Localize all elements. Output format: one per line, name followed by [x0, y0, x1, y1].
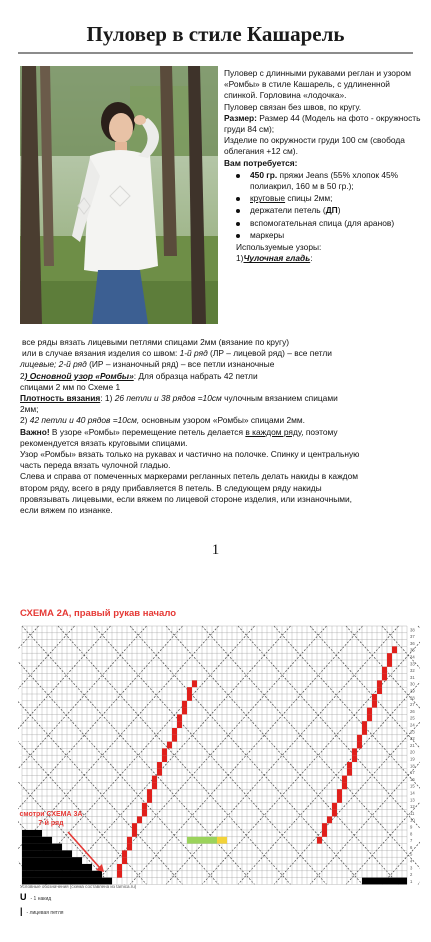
materials-item-yarn [224, 170, 424, 192]
row-number: 30 [410, 681, 415, 687]
row-number: 35 [410, 647, 415, 653]
raglan-cell-right [372, 694, 377, 701]
staircase-block [22, 850, 72, 857]
raglan-cell-right [317, 837, 322, 844]
row-number: 2 [410, 872, 413, 878]
row-number: 12 [410, 804, 415, 810]
raglan-cell-right [377, 687, 382, 694]
raglan-cell-right [322, 823, 327, 830]
body-line-11: Узор «Ромбы» вязать только на рукавах и частично на полочке. Спинку и центральную [20, 449, 360, 460]
row-number: 3 [410, 865, 413, 871]
row-number: 1 [410, 878, 413, 884]
body-line-2b: 1-й ряд [179, 348, 208, 359]
raglan-cell-right [367, 714, 372, 721]
title-divider [18, 52, 413, 54]
raglan-cell-left [132, 823, 137, 830]
motif-line [418, 626, 420, 884]
row-number: 11 [410, 810, 415, 816]
row-number: 32 [410, 668, 415, 674]
row-number: 23 [410, 729, 415, 735]
raglan-cell-right [382, 667, 387, 674]
row-number: 14 [410, 790, 415, 796]
raglan-cell-left [162, 748, 167, 755]
body-line-9b: В узоре «Ромбы» перемещение петель делается [49, 426, 246, 437]
raglan-cell-right [357, 742, 362, 749]
staircase-block [22, 837, 52, 844]
marker-cell [212, 837, 217, 844]
raglan-cell-right [337, 789, 342, 796]
staircase-block [22, 871, 102, 878]
pattern-stockinette-label: Чулочная гладь [243, 253, 311, 264]
page-title: Пуловер в стиле Кашарель [86, 22, 345, 46]
body-line-6d: чулочным вязанием спицами [221, 393, 338, 404]
materials-item-needles [224, 193, 424, 204]
body-line-9c: в каждом ряду [245, 426, 302, 437]
legend-item-yarn-over [20, 892, 51, 902]
raglan-cell-left [127, 837, 132, 844]
pattern-rhombus-label: ) Основной узор «Ромбы» [24, 370, 134, 381]
raglan-cell-right [377, 680, 382, 687]
row-number: 18 [410, 763, 415, 769]
raglan-cell-left [172, 735, 177, 742]
staircase-block-right [362, 878, 407, 885]
marker-cell [187, 837, 192, 844]
raglan-cell-right [372, 701, 377, 708]
raglan-cell-left [132, 830, 137, 837]
raglan-cell-left [142, 803, 147, 810]
body-line-7: 2мм; [20, 404, 39, 415]
marker-cell [222, 837, 227, 844]
marker-cell [197, 837, 202, 844]
marker-cell [202, 837, 207, 844]
row-number: 15 [410, 783, 415, 789]
raglan-cell-left [122, 857, 127, 864]
body-line-2a: или в случае вязания изделия со швом: [22, 348, 180, 359]
raglan-cell-right [347, 762, 352, 769]
row-number: 20 [410, 749, 415, 755]
raglan-cell-right [352, 755, 357, 762]
row-number: 36 [410, 640, 415, 646]
needles-type: круговые [250, 193, 286, 204]
row-number: 5 [410, 851, 413, 857]
raglan-cell-left [117, 864, 122, 871]
legend-item-knit [20, 906, 64, 916]
pattern-stockinette-colon: : [310, 253, 313, 264]
row-number: 22 [410, 736, 415, 742]
raglan-cell-right [327, 816, 332, 823]
row-number: 6 [410, 844, 413, 850]
needles-text: спицы 2мм; [285, 193, 333, 204]
materials-heading: Вам потребуется: [224, 157, 298, 168]
materials-item-aux-needle: вспомогательная спица (для аранов) [224, 218, 424, 229]
model-photo-illustration [20, 66, 218, 324]
materials-item-markers: маркеры [224, 230, 424, 241]
body-line-8c: основным узором «Ромбы» спицами 2мм. [139, 415, 305, 426]
patterns-heading: Используемые узоры: [236, 242, 322, 253]
legend-knit-symbol: | [20, 906, 23, 916]
pattern-stockinette-heading [224, 253, 424, 264]
row-number: 31 [410, 674, 415, 680]
raglan-cell-right [387, 660, 392, 667]
materials-item-holders [224, 205, 424, 216]
marker-cell [217, 837, 222, 844]
row-number: 29 [410, 688, 415, 694]
row-number: 13 [410, 797, 415, 803]
row-number: 4 [410, 858, 413, 864]
raglan-cell-right [332, 810, 337, 817]
body-line-14: втором ряду, всего в ряду прибавляется 8 петель. В следующем ряду накиды [20, 482, 322, 493]
chart-reference-label [18, 810, 84, 828]
raglan-cell-left [127, 844, 132, 851]
body-line-3a: лицевые; 2-й ряд [20, 359, 87, 370]
body-line-15: провязывать лицевыми, если вяжем по лицевой стороне изделия, или изнаночными, [20, 493, 352, 504]
pattern-stockinette-num: 1) [236, 253, 244, 264]
body-line-4c: : Для образца набрать 42 петли [133, 370, 258, 381]
body-line-4a: 2 [20, 370, 25, 381]
raglan-cell-right [367, 708, 372, 715]
body-line-4 [20, 371, 420, 382]
gauge-stockinette: 26 петли и 38 рядов =10см [114, 393, 222, 404]
row-number: 8 [410, 831, 413, 837]
staircase-block [22, 844, 62, 851]
row-number: 21 [410, 742, 415, 748]
knitting-chart [18, 608, 420, 938]
raglan-cell-right [352, 748, 357, 755]
row-number: 24 [410, 722, 415, 728]
staircase-block [22, 864, 92, 871]
materials-list [224, 170, 424, 241]
raglan-cell-left [152, 782, 157, 789]
raglan-cell-left [187, 687, 192, 694]
yarn-amount: 450 гр. [250, 169, 278, 180]
raglan-cell-left [157, 769, 162, 776]
row-number: 9 [410, 824, 413, 830]
important-label: Важно! [20, 426, 50, 437]
intro-circumference: Изделие по окружности груди 100 см (свобода облегания +12 см). [224, 135, 405, 157]
body-line-8 [20, 415, 420, 426]
title-row [0, 14, 431, 54]
body-line-1: все ряды вязать лицевыми петлями спицами 2мм (вязание по кругу) [22, 337, 290, 347]
row-number: 28 [410, 695, 415, 701]
row-number: 7 [410, 838, 413, 844]
holders-end: ) [337, 205, 341, 216]
chart-title: СХЕМА 2А, правый рукав начало [20, 608, 177, 619]
legend-caption: Условные обозначения (схема составлена из tamica.ru) [20, 884, 137, 889]
body-line-3 [20, 359, 420, 370]
raglan-cell-left [172, 728, 177, 735]
page-number: 1 [211, 542, 220, 558]
intro-column [224, 68, 424, 264]
raglan-cell-right [357, 735, 362, 742]
raglan-cell-left [182, 701, 187, 708]
intro-construction: Пуловер связан без швов, по кругу. [224, 101, 362, 112]
body-line-6b: : 1) [100, 393, 115, 404]
raglan-cell-right [347, 769, 352, 776]
row-number: 17 [410, 770, 415, 776]
row-number: 26 [410, 708, 415, 714]
raglan-cell-left [167, 742, 172, 749]
body-line-9d: , поэтому [301, 426, 338, 437]
raglan-cell-right [332, 803, 337, 810]
raglan-cell-left [182, 708, 187, 715]
row-number: 38 [410, 627, 415, 633]
raglan-cell-left [147, 789, 152, 796]
body-line-5: спицами 2 мм по Схеме 1 [20, 381, 121, 392]
row-number: 37 [410, 634, 415, 640]
raglan-cell-left [142, 810, 147, 817]
raglan-cell-left [157, 762, 162, 769]
raglan-cell-left [117, 871, 122, 878]
intro-description: Пуловер с длинными рукавами реглан и узором «Ромбы» в стиле Кашарель, с удлиненной спинкой. Горловина «лодочка». [224, 68, 412, 101]
gauge-label: Плотность вязания [20, 393, 101, 404]
yarn-text: пряжи Jeans (55% хлопок 45% полиакрил, 160 м в 50 гр.); [250, 169, 399, 192]
staircase-block [22, 830, 42, 837]
raglan-cell-right [362, 728, 367, 735]
body-line-12: часть переда вязать чулочной гладью. [20, 460, 171, 471]
raglan-cell-right [337, 796, 342, 803]
body-line-2c: (ЛР – лицевой ряд) – все петли [207, 348, 332, 359]
raglan-cell-right [322, 830, 327, 837]
row-number: 10 [410, 817, 415, 823]
row-number: 16 [410, 776, 415, 782]
row-number: 33 [410, 661, 415, 667]
row-number: 25 [410, 715, 415, 721]
staircase-block [22, 857, 82, 864]
holders-text: держатели петель ( [250, 205, 326, 216]
instructions-body [20, 337, 420, 516]
raglan-cell-right [387, 653, 392, 660]
raglan-cell-left [192, 680, 197, 687]
body-line-2 [20, 348, 420, 359]
raglan-cell-right [342, 782, 347, 789]
raglan-cell-left [122, 850, 127, 857]
chart-reference-line-1: смотри СХЕМА 3А [19, 811, 83, 818]
legend-yarn-over-text: - 1 накид [30, 896, 52, 902]
chart-grid [18, 620, 420, 910]
chart-reference-line-2: 7-й ряд [38, 820, 64, 827]
model-photo [20, 66, 218, 324]
row-number: 27 [410, 702, 415, 708]
body-line-9 [20, 427, 420, 438]
row-number: 19 [410, 756, 415, 762]
body-line-3b: (ИР – изнаночный ряд) – все петли изнаночные [86, 359, 275, 370]
legend-knit-text: - лицевая петля [26, 910, 64, 916]
motif-line [418, 626, 420, 884]
size-text: Размер 44 (Модель на фото - окружность груди 84 см); [224, 112, 421, 135]
holders-abbr: ДП [325, 205, 338, 216]
gauge-rhombus: 42 петли и 40 рядов =10см, [29, 415, 140, 426]
raglan-cell-left [147, 796, 152, 803]
raglan-cell-left [187, 694, 192, 701]
raglan-cell-left [177, 714, 182, 721]
raglan-cell-left [177, 721, 182, 728]
legend-yarn-over-symbol: U [20, 892, 27, 902]
raglan-cell-left [162, 755, 167, 762]
body-line-6 [20, 393, 420, 404]
row-number: 34 [410, 654, 415, 660]
intro-size [224, 113, 424, 135]
raglan-cell-right [362, 721, 367, 728]
raglan-cell-right [382, 674, 387, 681]
raglan-cell-right [392, 646, 397, 653]
size-label: Размер: [224, 112, 257, 123]
raglan-cell-left [137, 816, 142, 823]
raglan-cell-left [152, 776, 157, 783]
body-line-16: если вяжем по изнанке. [20, 505, 113, 516]
raglan-cell-right [342, 776, 347, 783]
marker-cell [192, 837, 197, 844]
marker-cell [207, 837, 212, 844]
body-line-8a: 2) [20, 415, 30, 426]
body-line-10: рекомендуется вязать круговыми спицами. [20, 437, 188, 448]
body-line-13: Слева и справа от помеченных маркерами регланных петель делать накиды в каждом [20, 471, 358, 482]
